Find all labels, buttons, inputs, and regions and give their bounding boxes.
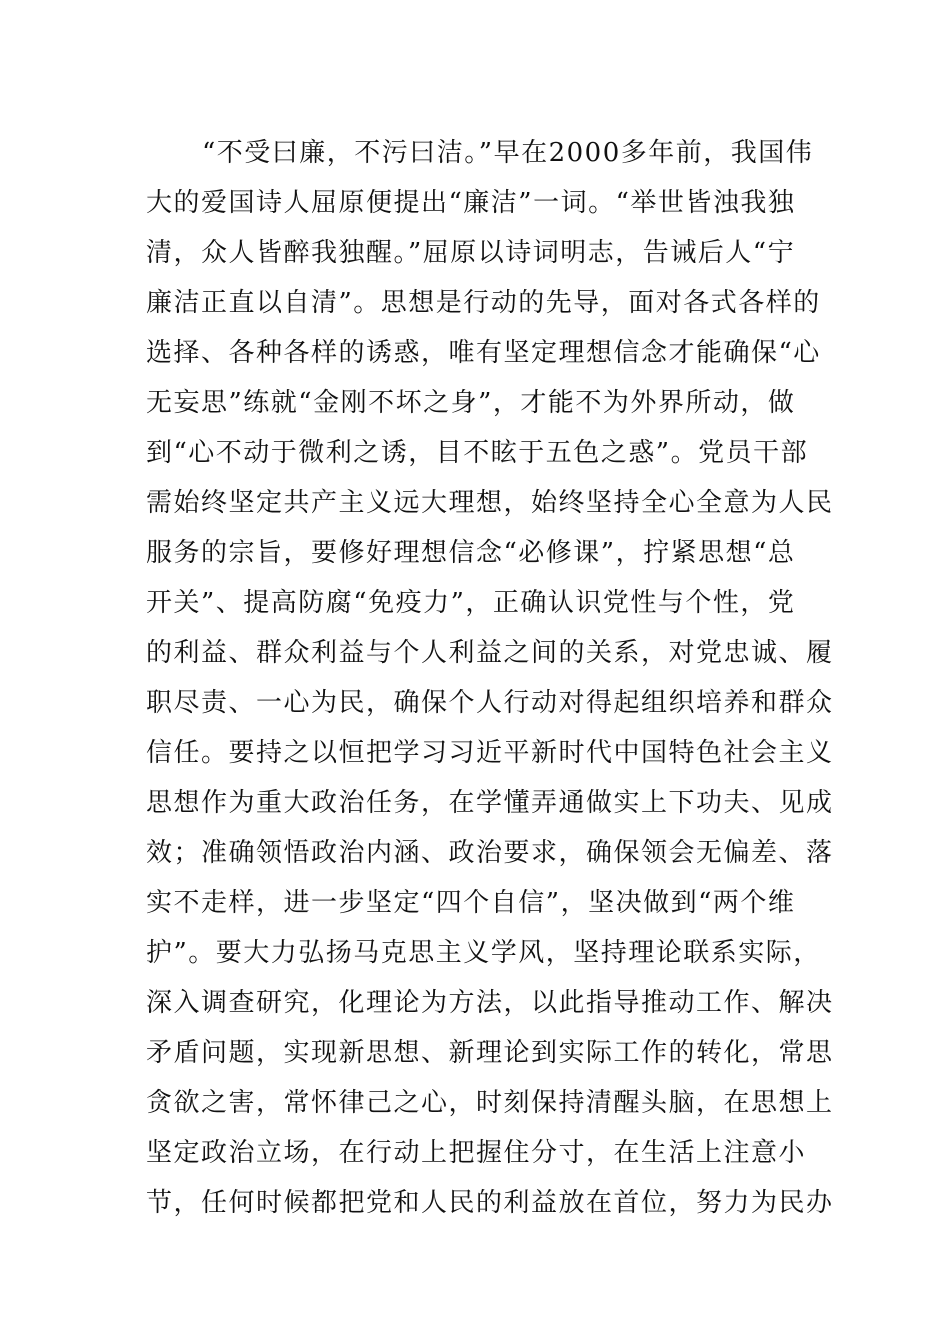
paragraph-line: 廉洁正直以自清”。思想是行动的先导，面对各式各样的: [146, 288, 821, 318]
paragraph-line: 矛盾问题，实现新思想、新理论到实际工作的转化，常思: [146, 1038, 834, 1068]
paragraph-line: 无妄思”练就“金刚不坏之身”，才能不为外界所动，做: [146, 388, 796, 418]
paragraph-line: “不受曰廉，不污曰洁。”早在2000多年前，我国伟: [202, 138, 814, 168]
paragraph-line: 护”。要大力弘扬马克思主义学风，坚持理论联系实际，: [146, 938, 821, 968]
paragraph-line: 的利益、群众利益与个人利益之间的关系，对党忠诚、履: [146, 638, 834, 668]
paragraph-line: 信任。要持之以恒把学习习近平新时代中国特色社会主义: [146, 738, 834, 768]
paragraph-line: 清，众人皆醉我独醒。”屈原以诗词明志，告诫后人“宁: [146, 238, 796, 268]
paragraph-line: 坚定政治立场，在行动上把握住分寸，在生活上注意小: [146, 1138, 807, 1168]
paragraph-line: 思想作为重大政治任务，在学懂弄通做实上下功夫、见成: [146, 788, 834, 818]
paragraph-line: 职尽责、一心为民，确保个人行动对得起组织培养和群众: [146, 688, 834, 718]
paragraph-line: 大的爱国诗人屈原便提出“廉洁”一词。“举世皆浊我独: [146, 188, 796, 218]
paragraph-line: 服务的宗旨，要修好理想信念“必修课”，拧紧思想“总: [146, 538, 796, 568]
paragraph-line: 开关”、提高防腐“免疫力”，正确认识党性与个性，党: [146, 588, 796, 618]
paragraph-line: 效；准确领悟政治内涵、政治要求，确保领会无偏差、落: [146, 838, 834, 868]
paragraph-line: 节，任何时候都把党和人民的利益放在首位，努力为民办: [146, 1188, 834, 1218]
body-paragraph: [146, 128, 834, 1228]
paragraph-line: 贪欲之害，常怀律己之心，时刻保持清醒头脑，在思想上: [146, 1088, 834, 1118]
paragraph-line: 实不走样，进一步坚定“四个自信”，坚决做到“两个维: [146, 888, 796, 918]
paragraph-line: 选择、各种各样的诱惑，唯有坚定理想信念才能确保“心: [146, 338, 821, 368]
paragraph-line: 到“心不动于微利之诱，目不眩于五色之惑”。党员干部: [146, 438, 809, 468]
paragraph-line: 需始终坚定共产主义远大理想，始终坚持全心全意为人民: [146, 488, 834, 518]
paragraph-line: 深入调查研究，化理论为方法，以此指导推动工作、解决: [146, 988, 834, 1018]
